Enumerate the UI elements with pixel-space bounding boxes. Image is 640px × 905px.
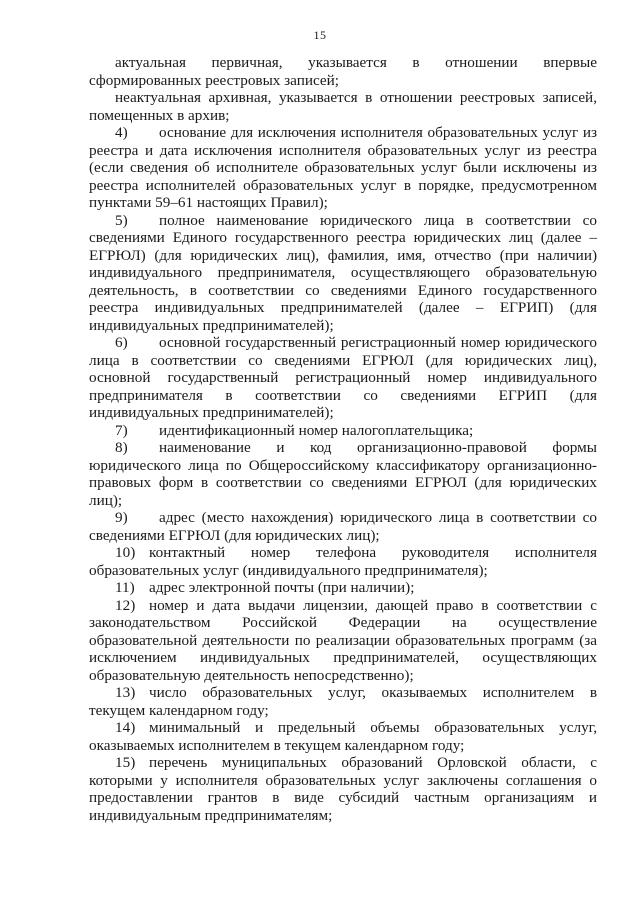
item-text: основание для исключения исполнителя образовательных услуг из реестра и дата исключения исполнителя образовательных услуг из реестра (если сведения об исполнителе образовательных услуг были исключены из реестра исполнителей образовательных услуг в порядке, предусмотренном пунктами 59–61 настоящих Правил); [89, 124, 597, 211]
list-item [89, 439, 597, 509]
item-text: контактный номер телефона руководителя исполнителя образовательных услуг (индивидуального предпринимателя); [89, 544, 597, 579]
item-text: идентификационный номер налогоплательщика; [159, 421, 474, 439]
list-item [89, 544, 597, 579]
list-item [89, 754, 597, 824]
list-item [89, 597, 597, 685]
item-text: адрес электронной почты (при наличии); [149, 579, 415, 596]
page-number: 15 [313, 28, 327, 42]
paragraph [89, 89, 597, 124]
list-item [89, 334, 597, 422]
item-number: 9) [115, 509, 128, 526]
item-text: минимальный и предельный объемы образовательных услуг, оказываемых исполнителем в текущем календарном году; [89, 719, 597, 754]
item-number: 5) [115, 211, 128, 229]
item-number: 11) [115, 579, 135, 596]
item-text: адрес (место нахождения) юридического лица в соответствии со сведениями ЕГРЮЛ (для юридических лиц); [89, 509, 597, 544]
item-text: номер и дата выдачи лицензии, дающей право в соответствии с законодательством Российской Федерации на осуществление образовательной деятельности по реализации образовательных программ (за исключением индивидуальных предпринимателей, осуществляющих образовательную деятельность непосредственно); [89, 596, 597, 684]
paragraph-text: неактуальная архивная, указывается в отношении реестровых записей, помещенных в архив; [89, 89, 597, 124]
item-number: 13) [115, 684, 136, 701]
item-number: 7) [115, 421, 128, 439]
item-number: 6) [115, 334, 128, 351]
list-item [89, 422, 597, 440]
list-item [89, 124, 597, 212]
list-item [89, 212, 597, 335]
item-number: 15) [115, 754, 136, 771]
item-text: наименование и код организационно-правовой формы юридического лица по Общероссийскому классификатору организационно-правовых форм в соответствии со сведениями ЕГРЮЛ (для юридических лиц); [89, 439, 597, 509]
list-item [89, 719, 597, 754]
item-text: полное наименование юридического лица в соответствии со сведениями Единого государственного реестра юридических лиц (далее – ЕГРЮЛ) (для юридических лиц), фамилия, имя, отчество (при наличии) индивидуального предпринимателя, осуществляющего образовательную деятельность, в соответствии со сведениями Единого государственного реестра индивидуальных предпринимателей (далее – ЕГРИП) (для индивидуальных предпринимателей); [89, 211, 597, 334]
list-item [89, 684, 597, 719]
document-body [89, 54, 597, 824]
item-text: перечень муниципальных образований Орловской области, с которыми у исполнителя образовательных услуг заключены соглашения о предоставлении грантов в виде субсидий частным организациям и индивидуальным предпринимателям; [89, 754, 597, 824]
item-text: число образовательных услуг, оказываемых исполнителем в текущем календарном году; [89, 684, 597, 719]
list-item [89, 579, 597, 597]
list-item [89, 509, 597, 544]
item-number: 12) [115, 596, 136, 614]
item-text: основной государственный регистрационный номер юридического лица в соответствии со сведениями ЕГРЮЛ (для юридических лиц), основной государственный регистрационный номер индивидуального предпринимателя в соответствии со сведениями ЕГРИП (для индивидуальных предпринимателей); [89, 334, 597, 421]
item-number: 10) [115, 544, 136, 561]
paragraph [89, 54, 597, 89]
item-number: 4) [115, 124, 128, 141]
item-number: 8) [115, 439, 128, 456]
paragraph-text: актуальная первичная, указывается в отношении впервые сформированных реестровых записей; [89, 54, 597, 89]
item-number: 14) [115, 719, 136, 736]
